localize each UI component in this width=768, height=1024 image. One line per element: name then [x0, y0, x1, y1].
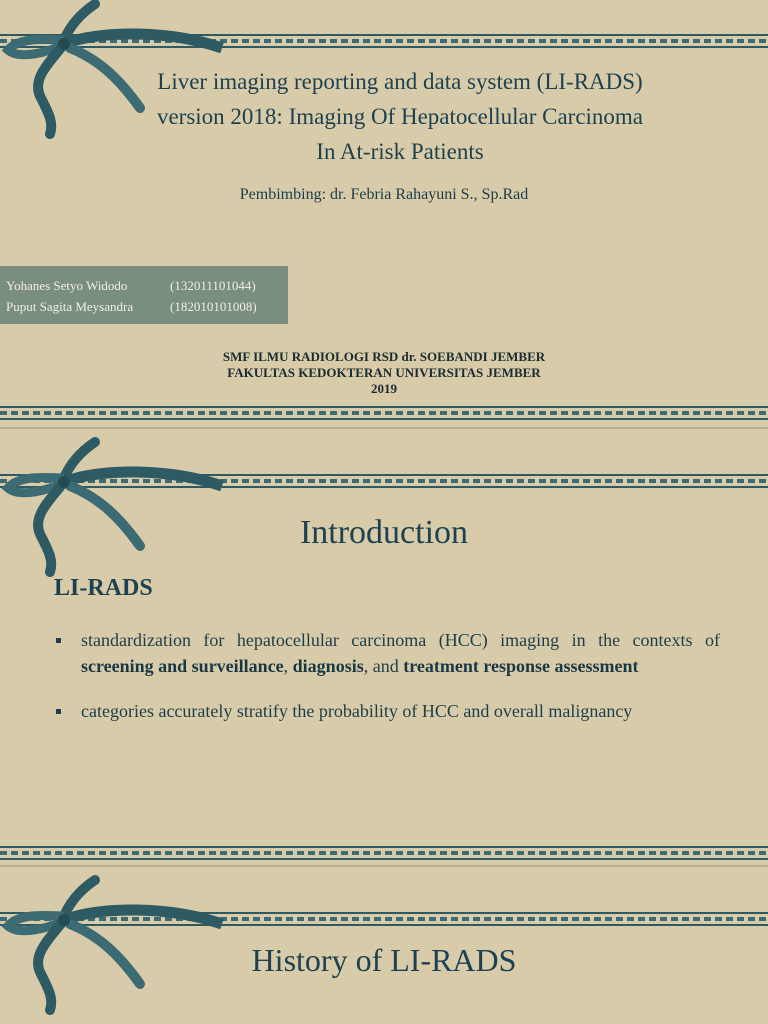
- ribbon-bow-icon: [0, 438, 240, 578]
- slide-divider: [0, 427, 768, 429]
- institution-block: SMF ILMU RADIOLOGI RSD dr. SOEBANDI JEMBER FAKULTAS KEDOKTERAN UNIVERSITAS JEMBER 2019: [222, 349, 546, 396]
- slide-title: [0, 0, 768, 428]
- slide-heading: Introduction: [299, 514, 469, 551]
- presentation-title: Liver imaging reporting and data system (LI-RADS) version 2018: Imaging Of Hepatocellular Carcinoma In At-risk Patients: [156, 69, 644, 164]
- bullet-marker-icon: [56, 709, 61, 714]
- slide-introduction: [0, 428, 768, 866]
- authors-box: [0, 266, 288, 324]
- slide-divider: [0, 865, 768, 867]
- author-name: Puput Sagita Meysandra: [6, 299, 134, 314]
- section-subheading: LI-RADS: [54, 575, 153, 601]
- slide-heading: History of LI-RADS: [251, 942, 517, 978]
- advisor-line: Pembimbing: dr. Febria Rahayuni S., Sp.Rad: [239, 186, 529, 203]
- author-row: [6, 275, 282, 296]
- ribbon-band-bottom: [0, 846, 768, 860]
- author-id: (182010101008): [170, 299, 257, 314]
- ribbon-band-bottom: [0, 406, 768, 420]
- bullet-item: categories accurately stratify the probability of HCC and overall malignancy: [54, 698, 720, 724]
- bullet-list: [54, 627, 720, 743]
- author-row: [6, 296, 282, 317]
- bullet-item: standardization for hepatocellular carcinoma (HCC) imaging in the contexts of screening and surveillance, diagnosis, and treatment response assessment: [54, 627, 720, 679]
- author-name: Yohanes Setyo Widodo: [6, 278, 128, 293]
- slide-history: [0, 866, 768, 1024]
- bullet-marker-icon: [56, 638, 61, 643]
- author-id: (132011101044): [170, 278, 256, 293]
